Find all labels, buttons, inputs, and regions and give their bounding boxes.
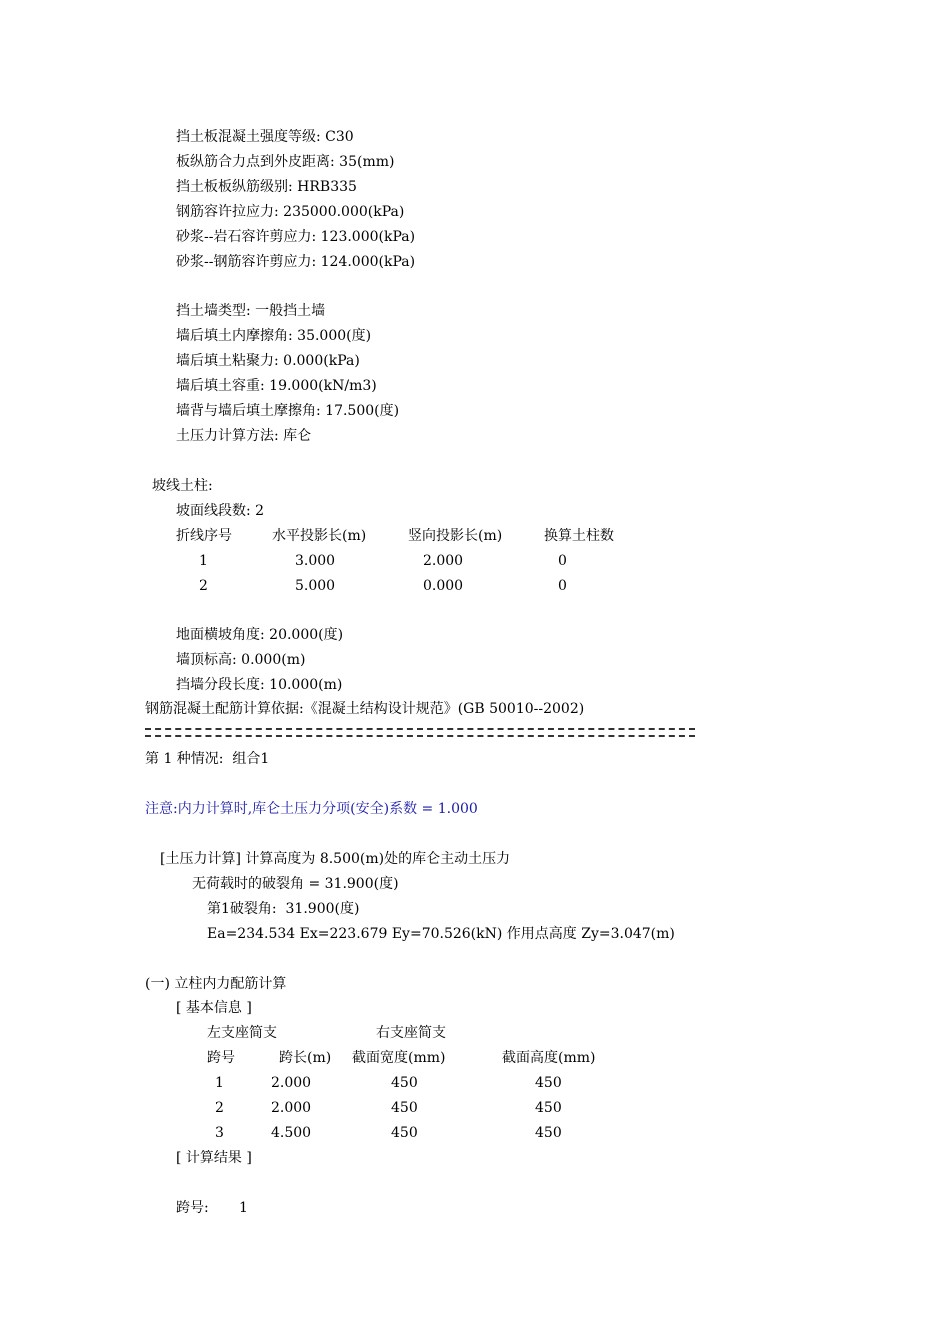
span-cell: 450 xyxy=(391,1100,418,1116)
span-cell: 450 xyxy=(391,1075,418,1091)
ground-slope-angle: 地面横坡角度: 20.000(度) xyxy=(176,627,344,643)
rebar-cover: 板纵筋合力点到外皮距离: 35(mm) xyxy=(176,154,395,170)
section-divider xyxy=(145,728,695,737)
design-basis: 钢筋混凝土配筋计算依据:《混凝土结构设计规范》(GB 50010--2002) xyxy=(145,701,585,717)
earth-pressure-title: [土压力计算] 计算高度为 8.500(m)处的库仑主动土压力 xyxy=(160,851,511,867)
first-failure-angle: 第1破裂角: 31.900(度) xyxy=(207,901,360,917)
span-cell: 2.000 xyxy=(271,1075,312,1091)
mortar-rock-stress: 砂浆--岩石容许剪应力: 123.000(kPa) xyxy=(176,229,416,245)
slope-cell: 5.000 xyxy=(295,578,336,594)
fill-friction-angle: 墙后填土内摩擦角: 35.000(度) xyxy=(176,328,372,344)
steel-stress: 钢筋容许拉应力: 235000.000(kPa) xyxy=(176,204,405,220)
fill-unit-weight: 墙后填土容重: 19.000(kN/m3) xyxy=(176,378,377,394)
span-header-length: 跨长(m) xyxy=(279,1050,332,1066)
case-title: 第 1 种情况: 组合1 xyxy=(145,751,270,767)
span-header-height: 截面高度(mm) xyxy=(502,1050,596,1066)
span-cell: 450 xyxy=(535,1125,562,1141)
span-cell: 450 xyxy=(391,1125,418,1141)
slope-cell: 0.000 xyxy=(423,578,464,594)
slope-cell: 0 xyxy=(558,578,567,594)
span-cell: 1 xyxy=(215,1075,224,1091)
note-text: 注意:内力计算时,库仑土压力分项(安全)系数 = 1.000 xyxy=(145,801,478,817)
span-cell: 3 xyxy=(215,1125,224,1141)
span-cell: 2 xyxy=(215,1100,224,1116)
slope-cell: 2.000 xyxy=(423,553,464,569)
span-header-number: 跨号 xyxy=(207,1050,235,1066)
span-header-width: 截面宽度(mm) xyxy=(352,1050,446,1066)
wall-segment-length: 挡墙分段长度: 10.000(m) xyxy=(176,677,343,693)
slope-header-soil-columns: 换算土柱数 xyxy=(544,528,614,544)
basic-info-label: [ 基本信息 ] xyxy=(176,1000,252,1016)
slope-heading: 坡线土柱: xyxy=(152,478,213,494)
failure-angle: 无荷载时的破裂角 = 31.900(度) xyxy=(192,876,399,892)
wall-friction-angle: 墙背与墙后填土摩擦角: 17.500(度) xyxy=(176,403,400,419)
calc-result-label: [ 计算结果 ] xyxy=(176,1150,252,1166)
concrete-grade: 挡土板混凝土强度等级: C30 xyxy=(176,129,354,145)
slope-header-vertical: 竖向投影长(m) xyxy=(408,528,503,544)
fill-cohesion: 墙后填土粘聚力: 0.000(kPa) xyxy=(176,353,360,369)
slope-header-horizontal: 水平投影长(m) xyxy=(272,528,367,544)
mortar-steel-stress: 砂浆--钢筋容许剪应力: 124.000(kPa) xyxy=(176,254,416,270)
slope-segment-count: 坡面线段数: 2 xyxy=(176,503,265,519)
span-cell: 4.500 xyxy=(271,1125,312,1141)
rebar-grade: 挡土板板纵筋级别: HRB335 xyxy=(176,179,357,195)
wall-type: 挡土墙类型: 一般挡土墙 xyxy=(176,303,326,319)
column-calc-title: (一) 立柱内力配筋计算 xyxy=(145,976,287,992)
span-cell: 450 xyxy=(535,1100,562,1116)
span-number-label: 跨号: xyxy=(176,1200,209,1216)
wall-top-elevation: 墙顶标高: 0.000(m) xyxy=(176,652,306,668)
span-cell: 450 xyxy=(535,1075,562,1091)
right-support: 右支座简支 xyxy=(376,1025,446,1041)
slope-cell: 3.000 xyxy=(295,553,336,569)
span-cell: 2.000 xyxy=(271,1100,312,1116)
slope-header-index: 折线序号 xyxy=(176,528,232,544)
earth-pressure-result: Ea=234.534 Ex=223.679 Ey=70.526(kN) 作用点高度 Zy=3.047(m) xyxy=(207,926,675,942)
left-support: 左支座简支 xyxy=(207,1025,277,1041)
slope-cell: 0 xyxy=(558,553,567,569)
slope-cell: 2 xyxy=(199,578,208,594)
slope-cell: 1 xyxy=(199,553,208,569)
earth-pressure-method: 土压力计算方法: 库仑 xyxy=(176,428,312,444)
span-number-value: 1 xyxy=(239,1200,248,1216)
